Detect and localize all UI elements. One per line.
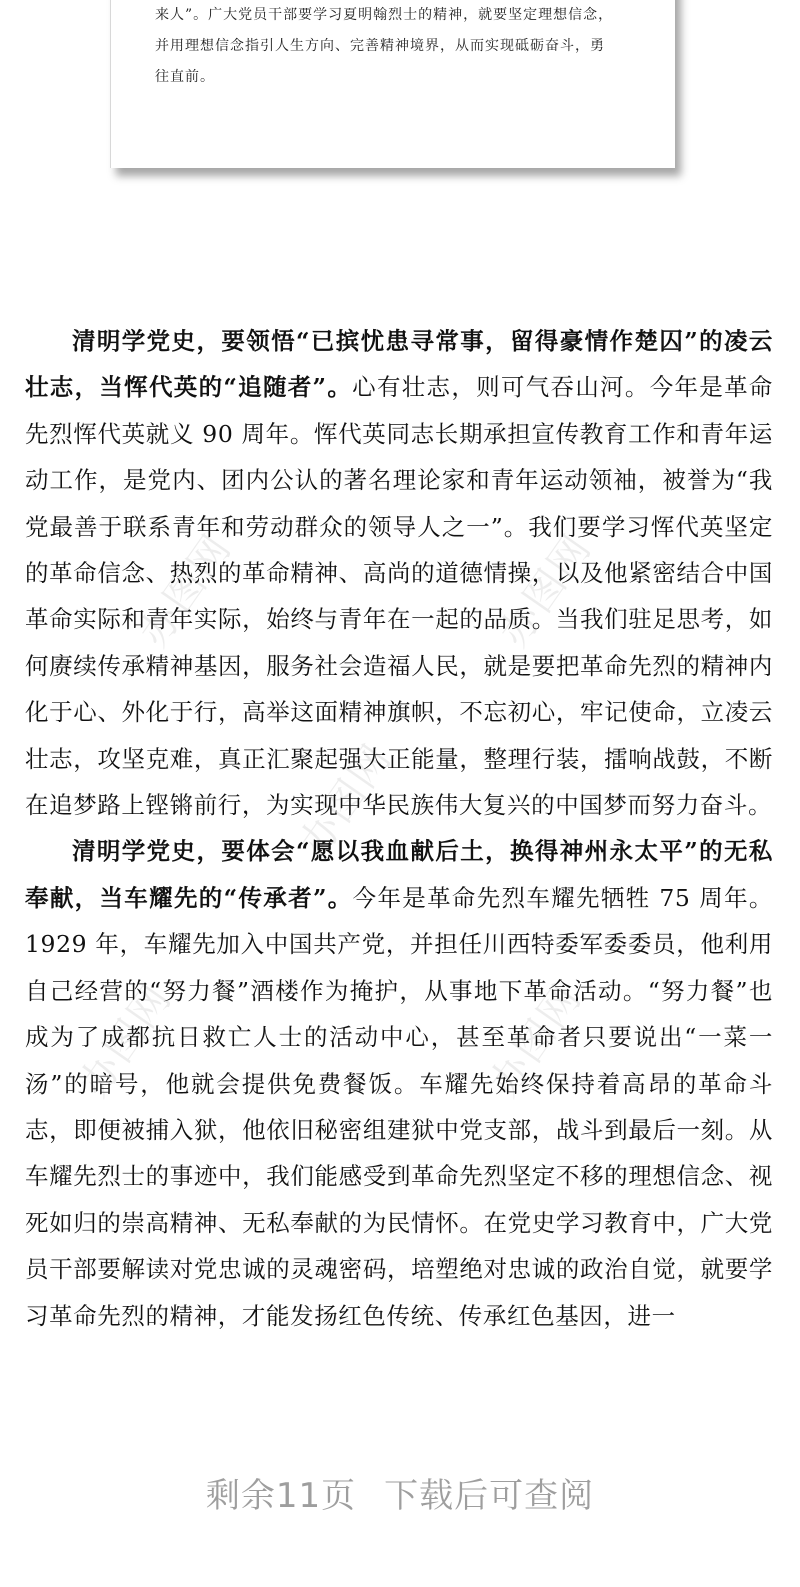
previous-page-card <box>110 0 675 168</box>
card-line: 来人”。广大党员干部要学习夏明翰烈士的精神，就要坚定理想信念， <box>155 7 614 23</box>
paragraph-heading: 清明学党史，要领悟“已摈忧患寻常事，留得豪情作楚囚”的凌云壮志，当恽代英的“追随者”。 <box>25 327 773 402</box>
paragraph-text: 今年是革命先烈车耀先牺牲 75 周年。1929 年，车耀先加入中国共产党，并担任川西特委军委委员，他利用自己经营的“努力餐”酒楼作为掩护，从事地下革命活动。“努力餐”也成为了成都抗日救亡人士的活动中心，甚至革命者只要说出“一菜一汤”的暗号，他就会提供免费餐饭。车耀先始终保持着高昂的革命斗志，即便被捕入狱，他依旧秘密组建狱中党支部，战斗到最后一刻。从车耀先烈士的事迹中，我们能感受到革命先烈坚定不移的理想信念、视死如归的崇高精神、无私奉献的为民情怀。在党史学习教育中，广大党员干部要解读对党忠诚的灵魂密码，培塑绝对忠诚的政治自觉，就要学习革命先烈的精神，才能发扬红色传统、传承红色基因，进一 <box>25 883 774 1330</box>
watermark: 办图网 <box>290 735 401 866</box>
watermark: 办图网 <box>490 525 601 656</box>
card-line: 往直前。 <box>155 69 215 85</box>
paragraph-text: 心有壮志，则可气吞山河。今年是革命先烈恽代英就义 90 周年。恽代英同志长期承担宣传教育工作和青年运动工作，是党内、团内公认的著名理论家和青年运动领袖，被誉为“我党最善于联系青年和劳动群众的领导人之一”。我们要学习恽代英坚定的革命信念、热烈的革命精神、高尚的道德情操，以及他紧密结合中国革命实际和青年实际，始终与青年在一起的品质。当我们驻足思考，如何赓续传承精神基因，服务社会造福人民，就是要把革命先烈的精神内化于心、外化于行，高举这面精神旗帜，不忘初心，牢记使命，立凌云壮志，攻坚克难，真正汇聚起强大正能量，整理行装，擂响战鼓，不断在追梦路上铿锵前行，为实现中华民族伟大复兴的中国梦而努力奋斗。 <box>25 373 773 820</box>
remaining-pages-label[interactable]: 剩余11页 <box>205 1476 357 1516</box>
download-hint-label[interactable]: 下载后可查阅 <box>384 1476 595 1516</box>
watermark: 办图网 <box>70 975 181 1106</box>
watermark: 办图网 <box>130 525 241 656</box>
download-prompt[interactable] <box>0 1468 800 1517</box>
paragraph <box>25 828 773 1338</box>
card-line: 并用理想信念指引人生方向、完善精神境界，从而实现砥砺奋斗，勇 <box>155 38 605 54</box>
watermark: 办图网 <box>480 975 591 1106</box>
paragraph-heading: 清明学党史，要体会“愿以我血献后土，换得神州永太平”的无私奉献，当车耀先的“传承者”。 <box>25 837 773 912</box>
previous-page-text <box>155 0 641 93</box>
document-body <box>25 318 773 1339</box>
paragraph <box>25 318 773 828</box>
